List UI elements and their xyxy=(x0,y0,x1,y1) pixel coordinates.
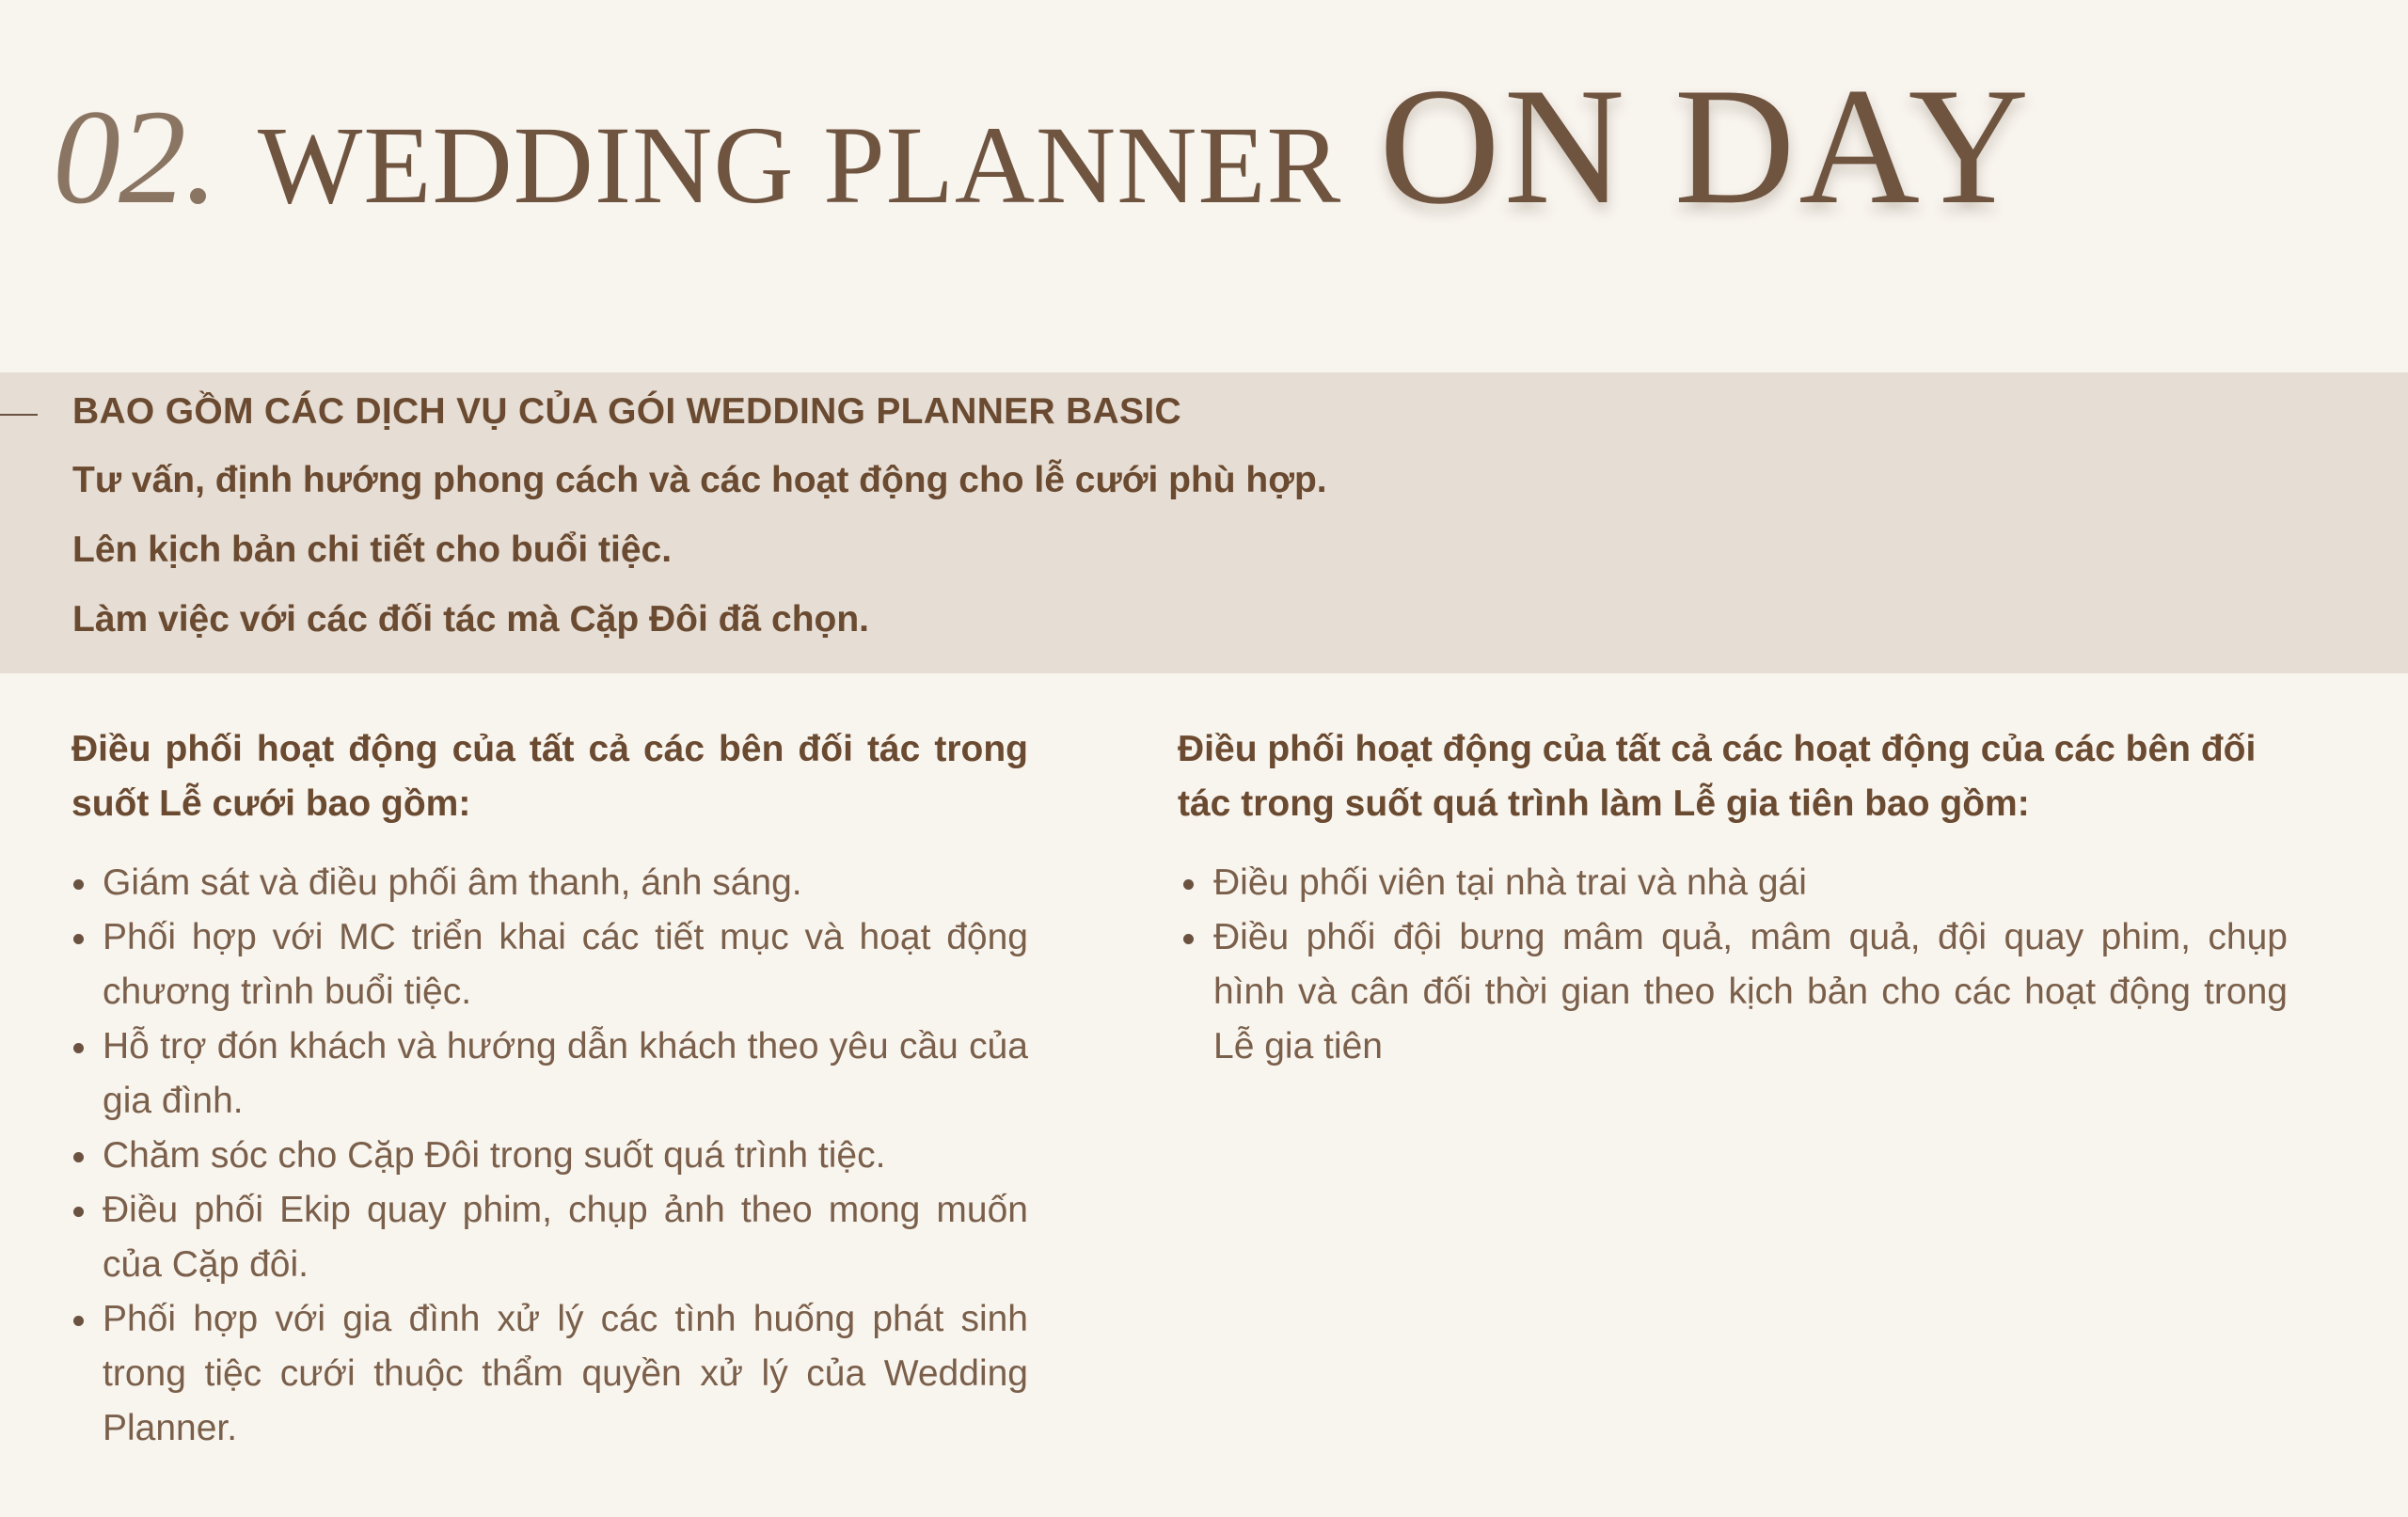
wedding-ceremony-column xyxy=(71,722,1028,1456)
bullet-dot xyxy=(73,1316,84,1326)
list-item-text: Điều phối viên tại nhà trai và nhà gái xyxy=(1213,862,1807,903)
list-item xyxy=(1178,856,2288,910)
bullet-dot xyxy=(1183,934,1194,944)
list-item-text: Hỗ trợ đón khách và hướng dẫn khách theo yêu cầu của gia đình. xyxy=(103,1026,1028,1121)
ancestral-ceremony-column xyxy=(1178,722,2288,1074)
section-number: 02. xyxy=(53,83,216,232)
list-item xyxy=(71,1129,1028,1183)
list-item-text: Phối hợp với MC triển khai các tiết mục và hoạt động chương trình buổi tiệc. xyxy=(103,917,1028,1012)
list-item-text: Phối hợp với gia đình xử lý các tình huống phát sinh trong tiệc cưới thuộc thẩm quyền xử lý của Wedding Planner. xyxy=(103,1299,1028,1448)
title-main: WEDDING PLANNER xyxy=(258,103,1342,227)
title-accent: ON DAY xyxy=(1379,53,2034,239)
bullet-dot xyxy=(73,879,84,890)
bullet-dot xyxy=(73,1043,84,1053)
included-item: Tư vấn, định hướng phong cách và các hoạt động cho lễ cưới phù hợp. xyxy=(72,460,1327,500)
list-item xyxy=(71,910,1028,1019)
list-item xyxy=(1178,910,2288,1074)
dash-divider xyxy=(0,414,38,416)
included-item: Làm việc với các đối tác mà Cặp Đôi đã chọn. xyxy=(72,599,869,640)
included-item: Lên kịch bản chi tiết cho buổi tiệc. xyxy=(72,529,673,570)
list-item xyxy=(71,1183,1028,1292)
list-item xyxy=(71,1019,1028,1129)
bullet-list xyxy=(71,856,1028,1456)
bullet-dot xyxy=(73,1152,84,1162)
page-title xyxy=(53,49,2033,243)
column-heading: Điều phối hoạt động của tất cả các bên đối tác trong suốt Lễ cưới bao gồm: xyxy=(71,729,1028,824)
column-heading: Điều phối hoạt động của tất cả các hoạt động của các bên đối tác trong suốt quá trình làm Lễ gia tiên bao gồm: xyxy=(1178,729,2257,824)
list-item-text: Điều phối đội bưng mâm quả, mâm quả, đội quay phim, chụp hình và cân đối thời gian theo kịch bản cho các hoạt động trong Lễ gia tiên xyxy=(1213,917,2288,1067)
list-item xyxy=(71,856,1028,910)
bullet-dot xyxy=(1183,879,1194,890)
bullet-dot xyxy=(73,1207,84,1217)
list-item-text: Chăm sóc cho Cặp Đôi trong suốt quá trình tiệc. xyxy=(103,1135,886,1176)
list-item xyxy=(71,1292,1028,1456)
bullet-list xyxy=(1178,856,2288,1074)
bullet-dot xyxy=(73,934,84,944)
list-item-text: Giám sát và điều phối âm thanh, ánh sáng. xyxy=(103,862,802,903)
included-services-band xyxy=(0,372,2408,673)
included-heading: BAO GỒM CÁC DỊCH VỤ CỦA GÓI WEDDING PLANNER BASIC xyxy=(72,391,1181,432)
list-item-text: Điều phối Ekip quay phim, chụp ảnh theo mong muốn của Cặp đôi. xyxy=(103,1190,1028,1285)
